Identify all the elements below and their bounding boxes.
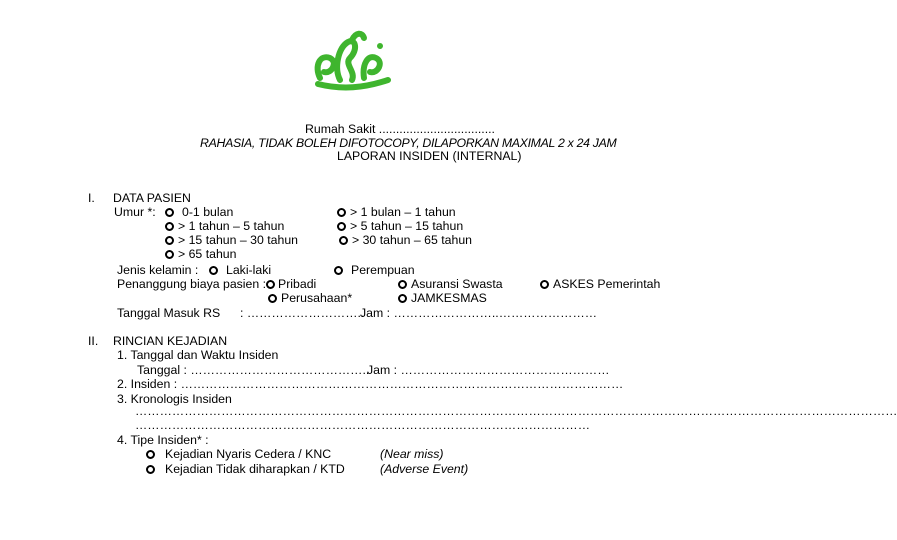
age-radio-2[interactable] [165,222,174,231]
age-option: > 30 tahun – 65 tahun [352,233,473,247]
age-label: Umur *: [114,205,156,219]
age-option: > 1 tahun – 5 tahun [178,219,285,233]
incident-type-label: 4. Tipe Insiden* : [117,433,209,447]
payer-option: JAMKESMAS [411,291,487,305]
confidential-notice: RAHASIA, TIDAK BOLEH DIFOTOCOPY, DILAPORKAN MAXIMAL 2 x 24 JAM [200,136,617,150]
hospital-logo [312,28,392,90]
gender-radio-female[interactable] [334,266,343,275]
hospital-name-line: Rumah Sakit .................................. [305,122,495,136]
admit-time-field[interactable]: Jam : ……………………..…………………… [360,306,598,320]
age-radio-1[interactable] [337,208,346,217]
payer-radio-1[interactable] [398,280,407,289]
chronology-line-1[interactable]: …………………………………………………………………………………………………………………………………………………………………… [135,404,897,418]
payer-radio-3[interactable] [268,294,277,303]
age-radio-3[interactable] [337,222,346,231]
chronology-label: 3. Kronologis Insiden [117,392,232,406]
payer-radio-4[interactable] [398,294,407,303]
chronology-line-2[interactable]: ………………………………………………………………………………………………… [135,418,590,432]
age-radio-5[interactable] [339,236,348,245]
age-option: > 1 bulan – 1 tahun [350,205,456,219]
payer-option: ASKES Pemerintah [553,277,661,291]
age-option: > 65 tahun [178,247,237,261]
admit-date-label: Tanggal Masuk RS [117,306,221,320]
type-option: Kejadian Tidak diharapkan / KTD [165,462,345,476]
type-radio-knc[interactable] [146,450,155,459]
age-radio-6[interactable] [165,250,174,259]
incident-datetime-label: 1. Tanggal dan Waktu Insiden [117,348,279,362]
incident-time-field[interactable]: Jam : …………………………………………… [367,363,610,377]
incident-date-field[interactable]: Tanggal : …………………………………….. [137,363,370,377]
report-title: LAPORAN INSIDEN (INTERNAL) [337,149,522,163]
section1-number: I. [88,191,95,205]
age-option: > 5 tahun – 15 tahun [350,219,464,233]
gender-radio-male[interactable] [209,266,218,275]
age-radio-0[interactable] [165,208,174,217]
type-note: (Near miss) [380,447,444,461]
age-option: 0-1 bulan [182,205,234,219]
type-option: Kejadian Nyaris Cedera / KNC [165,447,332,461]
payer-radio-2[interactable] [540,280,549,289]
section1-title: DATA PASIEN [113,191,191,205]
age-option: > 15 tahun – 30 tahun [178,233,299,247]
gender-option: Laki-laki [226,263,272,277]
payer-label: Penanggung biaya pasien : [117,277,267,291]
gender-label: Jenis kelamin : [117,263,199,277]
payer-option: Perusahaan* [281,291,353,305]
incident-field[interactable]: 2. Insiden : ……………………………………………………………………………………………… [117,377,624,391]
admit-date-field[interactable]: : ……………………….. [240,306,365,320]
section2-title: RINCIAN KEJADIAN [113,334,228,348]
age-radio-4[interactable] [165,236,174,245]
payer-option: Pribadi [278,277,317,291]
type-note: (Adverse Event) [380,462,469,476]
payer-radio-0[interactable] [266,280,275,289]
type-radio-ktd[interactable] [146,465,155,474]
section2-number: II. [88,334,99,348]
payer-option: Asuransi Swasta [411,277,503,291]
gender-option: Perempuan [351,263,415,277]
